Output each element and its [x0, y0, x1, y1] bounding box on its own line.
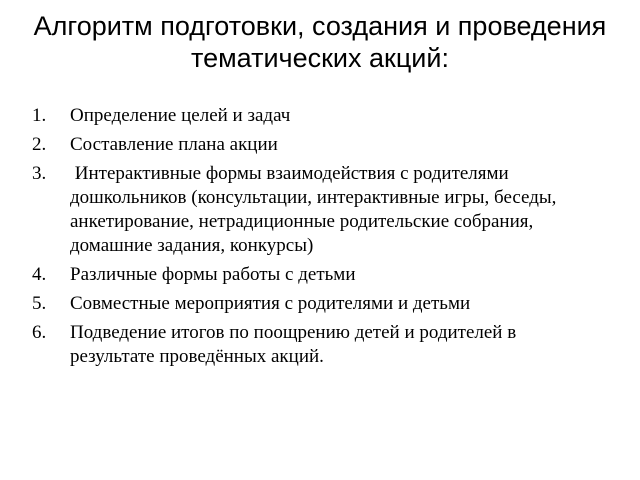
list-item-number: 6.	[32, 322, 47, 343]
list-item	[32, 263, 592, 287]
list-item-text: Подведение итогов по поощрению детей и родителей в результате проведённых акций.	[70, 322, 517, 367]
list-item-number: 4.	[32, 264, 47, 285]
list-item-number: 3.	[32, 163, 47, 184]
list-item-text: Составление плана акции	[70, 134, 278, 155]
list-item-text: Различные формы работы с детьми	[70, 264, 356, 285]
list-item	[32, 162, 592, 258]
list-item-text: Интерактивные формы взаимодействия с родителями дошкольников (консультации, интерактивные игры, беседы, анкетирование, нетрадиционные родительские собрания, домашние задания, конкурсы)	[70, 163, 562, 256]
list-item-text: Совместные мероприятия с родителями и детьми	[70, 293, 471, 314]
list-item-number: 2.	[32, 134, 47, 155]
list-item	[32, 133, 592, 157]
slide-title: Алгоритм подготовки, создания и проведения тематических акций:	[33, 11, 607, 73]
list-item-number: 5.	[32, 293, 47, 314]
list-item	[32, 321, 592, 369]
list-item-number: 1.	[32, 105, 47, 126]
algorithm-list	[32, 104, 592, 374]
list-item	[32, 104, 592, 128]
list-item	[32, 292, 592, 316]
list-item-text: Определение целей и задач	[70, 105, 291, 126]
